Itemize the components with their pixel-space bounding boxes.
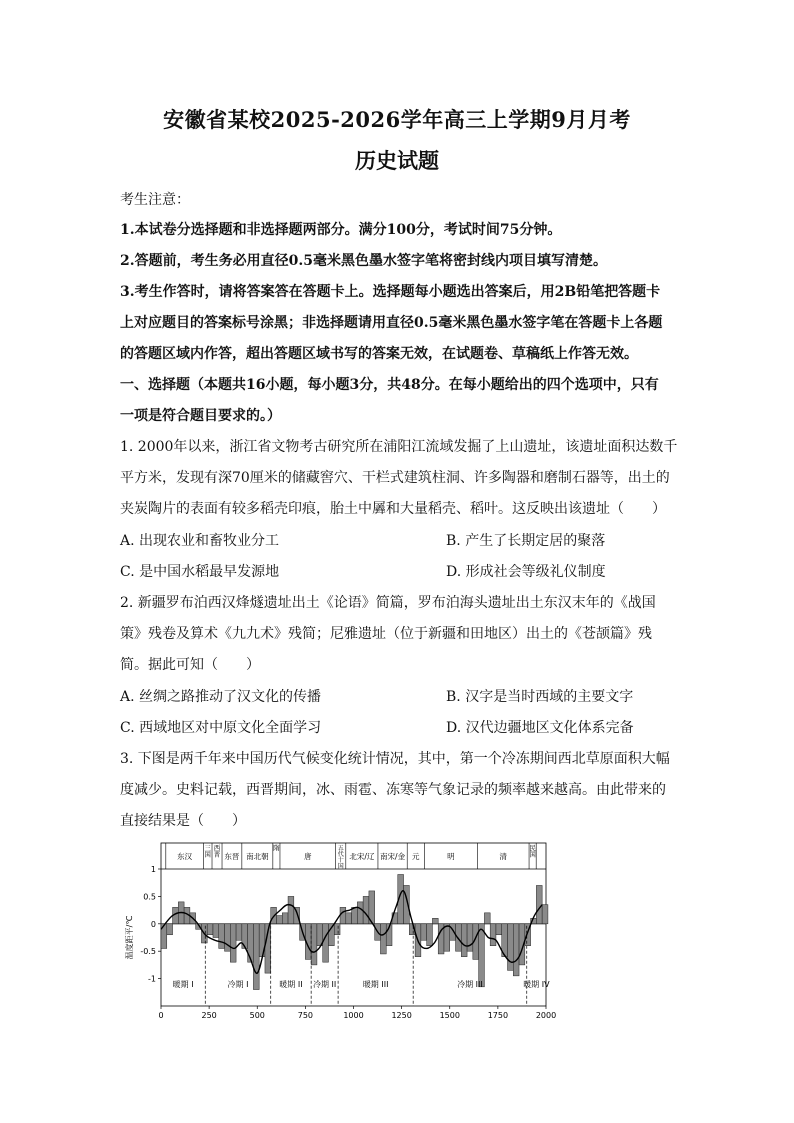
option-a: A. 出现农业和畜牧业分工 [120, 533, 280, 549]
x-tick-label: 750 [297, 1011, 314, 1020]
dynasty-label: 十 [337, 857, 344, 864]
dynasty-label: 代 [337, 851, 344, 858]
data-bar [352, 907, 358, 923]
data-bar [461, 924, 467, 957]
data-bar [253, 924, 259, 990]
period-label: 冷期 II [312, 979, 337, 989]
dynasty-label: 隋 [273, 844, 280, 852]
question-text: 2. 新疆罗布泊西汉烽燧遗址出土《论语》简篇，罗布泊海头遗址出土东汉末年的《战国 [120, 595, 656, 611]
notice-item: 3.考生作答时，请将答案答在答题卡上。选择题每小题选出答案后，用2B铅笔把答题卡 [120, 284, 661, 300]
notice-heading: 考生注意： [120, 192, 190, 208]
period-label: 冷期 III [457, 979, 483, 989]
question-text: 度减少。史料记载，西晋期间，冰、雨雹、冻寒等气象记录的频率越来越高。由此带来的 [120, 782, 666, 798]
data-bar [236, 924, 242, 940]
question-text: 策》残卷及算术《九九术》残简；尼雅遗址（位于新疆和田地区）出土的《苍颉篇》残 [120, 626, 652, 642]
data-bar [467, 924, 473, 951]
data-bar [288, 896, 294, 923]
y-tick-label: 1 [150, 865, 156, 874]
data-bar [427, 924, 433, 946]
option-c: C. 西域地区对中原文化全面学习 [120, 720, 322, 736]
x-tick-label: 1250 [391, 1011, 412, 1020]
data-bar [294, 907, 300, 923]
data-bar [456, 924, 462, 951]
data-bar [207, 924, 213, 935]
data-bar [444, 924, 450, 951]
data-bar [363, 896, 369, 923]
question-text: 1. 2000年以来，浙江省文物考古研究所在浦阳江流域发掘了上山遗址，该遗址面积达数千 [120, 439, 678, 455]
section-heading: 一项是符合题目要求的。） [120, 408, 281, 424]
dynasty-label: 明 [447, 852, 455, 861]
dynasty-label: 晋 [213, 850, 221, 859]
exam-title: 安徽省某校2025-2026学年高三上学期9月月考 [163, 107, 631, 132]
data-bar [380, 924, 386, 954]
data-bar [213, 924, 219, 938]
dynasty-label: 国 [529, 850, 536, 859]
x-tick-label: 1500 [439, 1011, 460, 1020]
data-bar [508, 924, 514, 971]
x-tick-label: 2000 [535, 1011, 557, 1020]
period-label: 暖期 III [362, 979, 389, 989]
data-bar [219, 924, 225, 949]
option-b: B. 汉字是当时西域的主要文字 [446, 689, 634, 705]
y-tick-label: 0.5 [143, 892, 156, 902]
data-bar [346, 913, 352, 924]
dynasty-label: 南北朝 [246, 852, 269, 861]
x-tick-label: 0 [158, 1011, 164, 1020]
data-bar [542, 905, 548, 924]
x-tick-label: 1000 [343, 1011, 364, 1020]
question-text: 平方米，发现有深70厘米的储藏窖穴、干栏式建筑柱洞、许多陶器和磨制石器等，出土的 [120, 470, 670, 486]
option-d: D. 汉代边疆地区文化体系完备 [446, 720, 634, 736]
period-label: 暖期 I [172, 979, 194, 989]
x-tick-label: 500 [249, 1011, 265, 1020]
data-bar [334, 924, 340, 935]
dynasty-label: 南宋/金 [380, 852, 406, 861]
dynasty-label: 清 [499, 852, 508, 861]
dynasty-label: 三 [204, 844, 211, 852]
dynasty-label: 民 [529, 844, 536, 852]
period-label: 暖期 IV [523, 979, 550, 989]
notice-item: 2.答题前，考生务必用直径0.5毫米黑色墨水签字笔将密封线内项目填写清楚。 [120, 253, 607, 269]
dynasty-label: 国 [337, 863, 344, 870]
data-bar [513, 924, 519, 976]
data-bar [490, 924, 496, 946]
data-bar [311, 924, 317, 965]
data-bar [479, 924, 485, 987]
data-bar [484, 913, 490, 924]
notice-item: 1.本试卷分选择题和非选择题两部分。满分100分，考试时间75分钟。 [120, 222, 562, 238]
option-d: D. 形成社会等级礼仪制度 [446, 564, 606, 580]
x-tick-label: 250 [201, 1011, 217, 1020]
option-c: C. 是中国水稻最早发源地 [120, 564, 280, 580]
y-tick-label: -1 [148, 974, 156, 984]
data-bar [248, 924, 254, 962]
question-text: 夹炭陶片的表面有较多稻壳印痕，胎土中羼和大量稻壳、稻叶。这反映出该遗址（ ） [120, 501, 666, 517]
data-bar [167, 924, 173, 935]
dynasty-label: 国 [204, 850, 211, 859]
x-tick-label: 1750 [487, 1011, 509, 1020]
dynasty-label: 元 [412, 852, 420, 861]
dynasty-label: 东晋 [224, 852, 240, 861]
section-heading: 一、选择题（本题共16小题，每小题3分，共48分。在每小题给出的四个选项中，只有 [120, 377, 659, 393]
question-text: 直接结果是（ ） [120, 813, 246, 829]
y-tick-label: -0.5 [140, 947, 156, 957]
data-bar [277, 916, 283, 924]
option-a: A. 丝绸之路推动了汉文化的传播 [120, 689, 322, 705]
data-bar [496, 924, 502, 935]
data-bar [432, 918, 438, 923]
data-bar [230, 924, 236, 962]
data-bar [340, 907, 346, 923]
dynasty-label: 东汉 [177, 852, 193, 861]
question-text: 3. 下图是两千年来中国历代气候变化统计情况，其中，第一个冷冻期间西北草原面积大幅 [120, 751, 670, 767]
data-bar [225, 924, 231, 951]
dynasty-label: 北宋/辽 [349, 852, 375, 861]
data-bar [421, 924, 427, 940]
data-bar [282, 913, 288, 924]
exam-subtitle: 历史试题 [355, 148, 439, 173]
option-b: B. 产生了长期定居的聚落 [446, 533, 606, 549]
notice-item: 上对应题目的答案标号涂黑；非选择题请用直径0.5毫米黑色墨水签字笔在答题卡上各题 [120, 315, 663, 331]
data-bar [357, 902, 363, 924]
dynasty-label: 西 [213, 844, 221, 852]
data-bar [323, 924, 329, 962]
y-axis-label: 温度距平/℃ [125, 915, 134, 960]
dynasty-label: 唐 [304, 852, 312, 861]
question-text: 简。据此可知（ ） [120, 657, 260, 673]
period-label: 暖期 II [279, 979, 303, 989]
y-tick-label: 0 [150, 919, 156, 929]
climate-chart [118, 838, 558, 1023]
dynasty-label: 五 [337, 845, 344, 852]
notice-item: 的答题区域内作答，超出答题区域书写的答案无效，在试题卷、草稿纸上作答无效。 [120, 346, 638, 362]
period-label: 冷期 I [227, 979, 249, 989]
